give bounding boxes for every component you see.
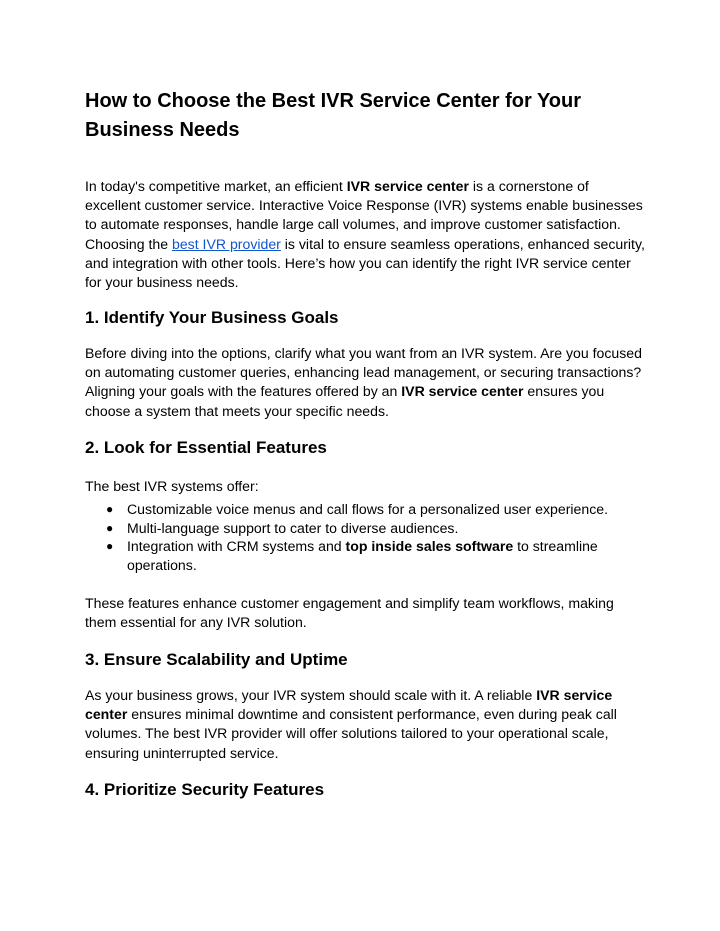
bullet-icon: ● [106,520,114,535]
best-ivr-provider-link[interactable]: best IVR provider [171,235,281,252]
section-2-closing: These features enhance customer engagement and simplify team workflows, making them essential for any IVR solution. [85,595,614,631]
list-item [85,519,625,538]
section-3-text-1: As your business grows, your IVR system should scale with it. A reliable [85,687,537,703]
list-item [85,537,625,574]
section-1-heading: 1. Identify Your Business Goals [85,308,339,327]
section-1-text-1: Before diving into the options, clarify what you want from an IVR system. Are you focused on automating customer queries, enhancing lead management, or securing transactions? Aligning your goals with the features offered by an [85,345,642,400]
list-item-text-2: to streamline operations. [127,538,598,573]
list-item [85,500,625,519]
section-2-lead: The best IVR systems offer: [85,478,259,494]
intro-paragraph [85,177,645,292]
section-4-heading: 4. Prioritize Security Features [85,780,325,799]
list-item-text: Customizable voice menus and call flows for a personalized user experience. [127,501,608,517]
section-1-paragraph [85,344,645,421]
intro-text-3: is vital to ensure seamless operations, enhanced security, and integration with other tools. Here’s how you can identify the right IVR service center for your business needs. [85,235,645,291]
section-3-text-2: ensures minimal downtime and consistent performance, even during peak call volumes. The best IVR provider will offer solutions tailored to your operational scale, ensuring uninterrupted service. [85,706,617,761]
section-1-text-2: ensures you choose a system that meets your specific needs. [85,383,605,419]
section-3-bold-ivr-service-center: IVR service center [85,687,613,723]
section-3-paragraph [85,686,645,763]
bullet-icon: ● [106,539,114,553]
intro-text-2: is a cornerstone of excellent customer service. Interactive Voice Response (IVR) systems enable businesses to automate responses, handle large call volumes, and improve customer satisfaction. Choosing the [85,178,643,252]
intro-text-1: In today's competitive market, an efficient [85,178,347,194]
bullet-icon: ● [106,502,114,516]
section-2-heading: 2. Look for Essential Features [85,438,327,457]
intro-bold-ivr-service-center: IVR service center [346,178,469,194]
document-title: How to Choose the Best IVR Service Center for Your Business Needs [85,90,582,141]
features-list [85,500,625,574]
section-1-bold-ivr-service-center: IVR service center [401,383,524,400]
list-item-bold-sales-software: top inside sales software [345,538,514,554]
list-item-text-1: Integration with CRM systems and [127,538,346,554]
section-3-heading: 3. Ensure Scalability and Uptime [85,650,348,669]
list-item-text: Multi-language support to cater to diverse audiences. [127,519,459,536]
